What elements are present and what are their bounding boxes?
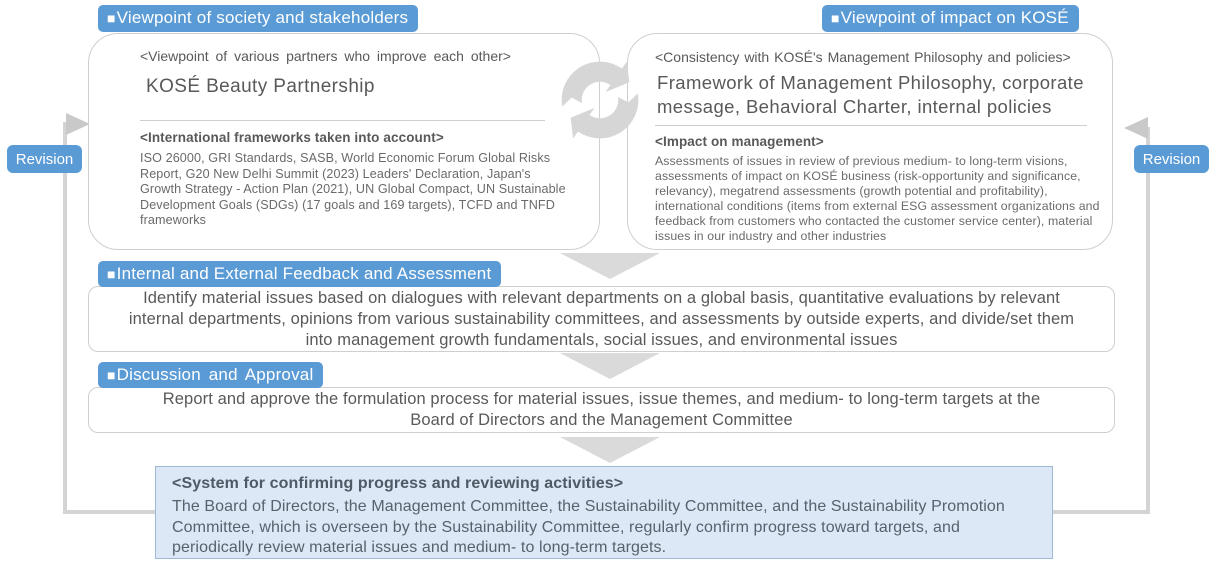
left-loop-horizontal-line (63, 510, 158, 514)
revision-right-label: Revision (1142, 150, 1201, 168)
square-bullet-icon: ■ (107, 265, 116, 282)
header-society-stakeholders-label: Viewpoint of society and stakeholders (116, 8, 409, 27)
discussion-approval-text: Report and approve the formulation process for material issues, issue themes, and medium- to long-term targets at the Board of Directors and the Management Committee (162, 390, 1041, 429)
cycle-arrows-icon (552, 52, 648, 148)
right-panel-impact-text: Assessments of issues in review of previous medium- to long-term visions, assessments of impact on KOSÉ business (risk-opportunity and significance, relevancy), megatrend assessments (growth potential and profitability), international conditions (items from external ESG assessment organizations and feedback from customers who contacted the customer service center), material issues in our industry and other industries (655, 154, 1100, 243)
right-panel-subheading: <Consistency with KOSÉ's Management Philosophy and policies> (655, 49, 1071, 65)
right-panel-impact-heading: <Impact on management> (655, 134, 824, 149)
square-bullet-icon: ■ (107, 366, 116, 383)
left-panel-frameworks-heading: <International frameworks taken into account> (140, 130, 444, 145)
right-loop-arrow-icon (1124, 117, 1148, 139)
left-panel-main-text: KOSÉ Beauty Partnership (146, 76, 375, 97)
down-arrow-icon (560, 253, 660, 279)
header-discussion-approval-label: Discussion and Approval (116, 364, 314, 384)
header-discussion-approval (98, 362, 323, 388)
down-arrow-icon (560, 437, 660, 463)
left-panel-frameworks-text: ISO 26000, GRI Standards, SASB, World Economic Forum Global Risks Report, G20 New Delhi Summit (2023) Leaders' Declaration, Japan's Growth Strategy - Action Plan (2021), UN Global Compact, UN Sustainable Development Goals (SDGs) (17 goals and 169 targets), TCFD and TNFD frameworks (140, 151, 566, 228)
down-arrow-icon (560, 353, 660, 379)
square-bullet-icon: ■ (831, 10, 840, 26)
header-impact-on-kose (822, 5, 1079, 32)
right-loop-horizontal-line (1052, 510, 1150, 514)
header-impact-on-kose-label: Viewpoint of impact on KOSÉ (840, 8, 1069, 27)
feedback-assessment-text: Identify material issues based on dialogues with relevant departments on a global basis, quantitative evaluations by relevant internal departments, opinions from various sustainability committees, and assessments by outside experts, and divide/set them into management growth fundamentals, social issues, and environmental issues (128, 288, 1075, 349)
header-feedback-assessment-label: Internal and External Feedback and Assessment (116, 263, 492, 283)
header-feedback-assessment (98, 261, 501, 287)
right-panel-divider (655, 125, 1087, 126)
revision-badge-left (7, 145, 82, 173)
left-loop-arrow-icon (66, 113, 90, 135)
revision-left-label: Revision (15, 150, 74, 168)
system-box-heading: <System for confirming progress and reviewing activities> (172, 475, 624, 492)
right-loop-vertical-line (1146, 127, 1150, 514)
header-society-stakeholders (98, 5, 418, 32)
system-confirmation-box (155, 466, 1053, 559)
left-panel-subheading: <Viewpoint of various partners who improve each other> (140, 48, 511, 64)
revision-badge-right (1134, 145, 1209, 173)
left-panel-divider (140, 120, 545, 121)
discussion-approval-box (88, 387, 1115, 433)
right-panel-main-text: Framework of Management Philosophy, corporate message, Behavioral Charter, internal policies (657, 72, 1084, 117)
system-box-body: The Board of Directors, the Management Committee, the Sustainability Committee, and the Sustainability Promotion Committee, which is overseen by the Sustainability Committee, regularly confirm progress toward targets, and periodically review material issues and medium- to long-term targets. (172, 498, 1005, 556)
feedback-assessment-box (88, 286, 1115, 352)
square-bullet-icon: ■ (107, 10, 116, 26)
left-loop-vertical-line (63, 122, 67, 514)
